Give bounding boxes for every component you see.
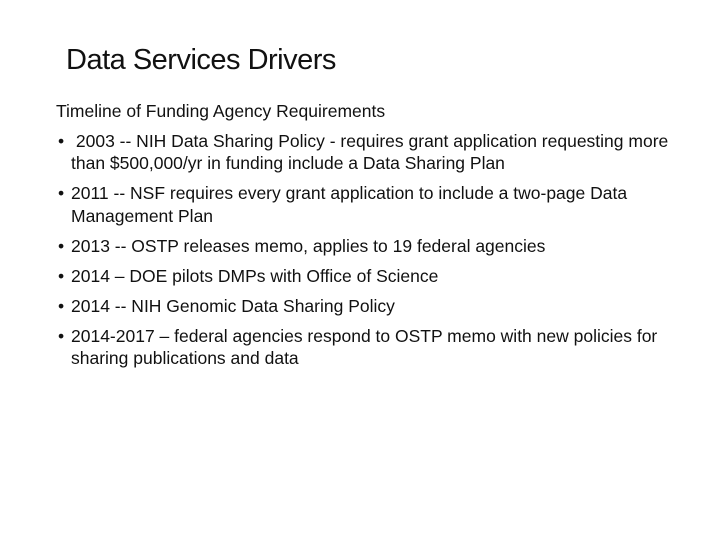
timeline-item-text: 2014-2017 – federal agencies respond to OSTP memo with new policies for sharing publications and data xyxy=(71,325,658,368)
timeline-subheading: Timeline of Funding Agency Requirements xyxy=(56,101,386,121)
timeline-item-2011 xyxy=(56,182,686,227)
bullet-icon: • xyxy=(58,235,65,256)
bullet-icon: • xyxy=(58,265,65,286)
timeline-item-text: 2014 -- NIH Genomic Data Sharing Policy xyxy=(71,295,395,316)
slide-body xyxy=(56,100,686,377)
timeline-item-text: 2013 -- OSTP releases memo, applies to 19 federal agencies xyxy=(71,235,546,256)
timeline-item-2014-2017 xyxy=(56,325,686,370)
timeline-item-text: 2014 – DOE pilots DMPs with Office of Science xyxy=(71,265,439,286)
slide-title: Data Services Drivers xyxy=(66,44,336,76)
timeline-item-2014-doe xyxy=(56,265,686,288)
bullet-icon: • xyxy=(58,325,65,346)
bullet-icon: • xyxy=(58,130,65,151)
timeline-item-2003 xyxy=(56,130,686,175)
timeline-item-text: 2003 -- NIH Data Sharing Policy - requires grant application requesting more than $500,000/yr in funding include a Data Sharing Plan xyxy=(71,130,674,173)
timeline-item-text: 2011 -- NSF requires every grant application to include a two-page Data Management Plan xyxy=(71,183,628,226)
timeline-item-2014-nih xyxy=(56,295,686,318)
timeline-item-2013 xyxy=(56,235,686,258)
bullet-icon: • xyxy=(58,295,65,316)
bullet-icon: • xyxy=(58,183,65,203)
timeline-list xyxy=(56,130,686,370)
